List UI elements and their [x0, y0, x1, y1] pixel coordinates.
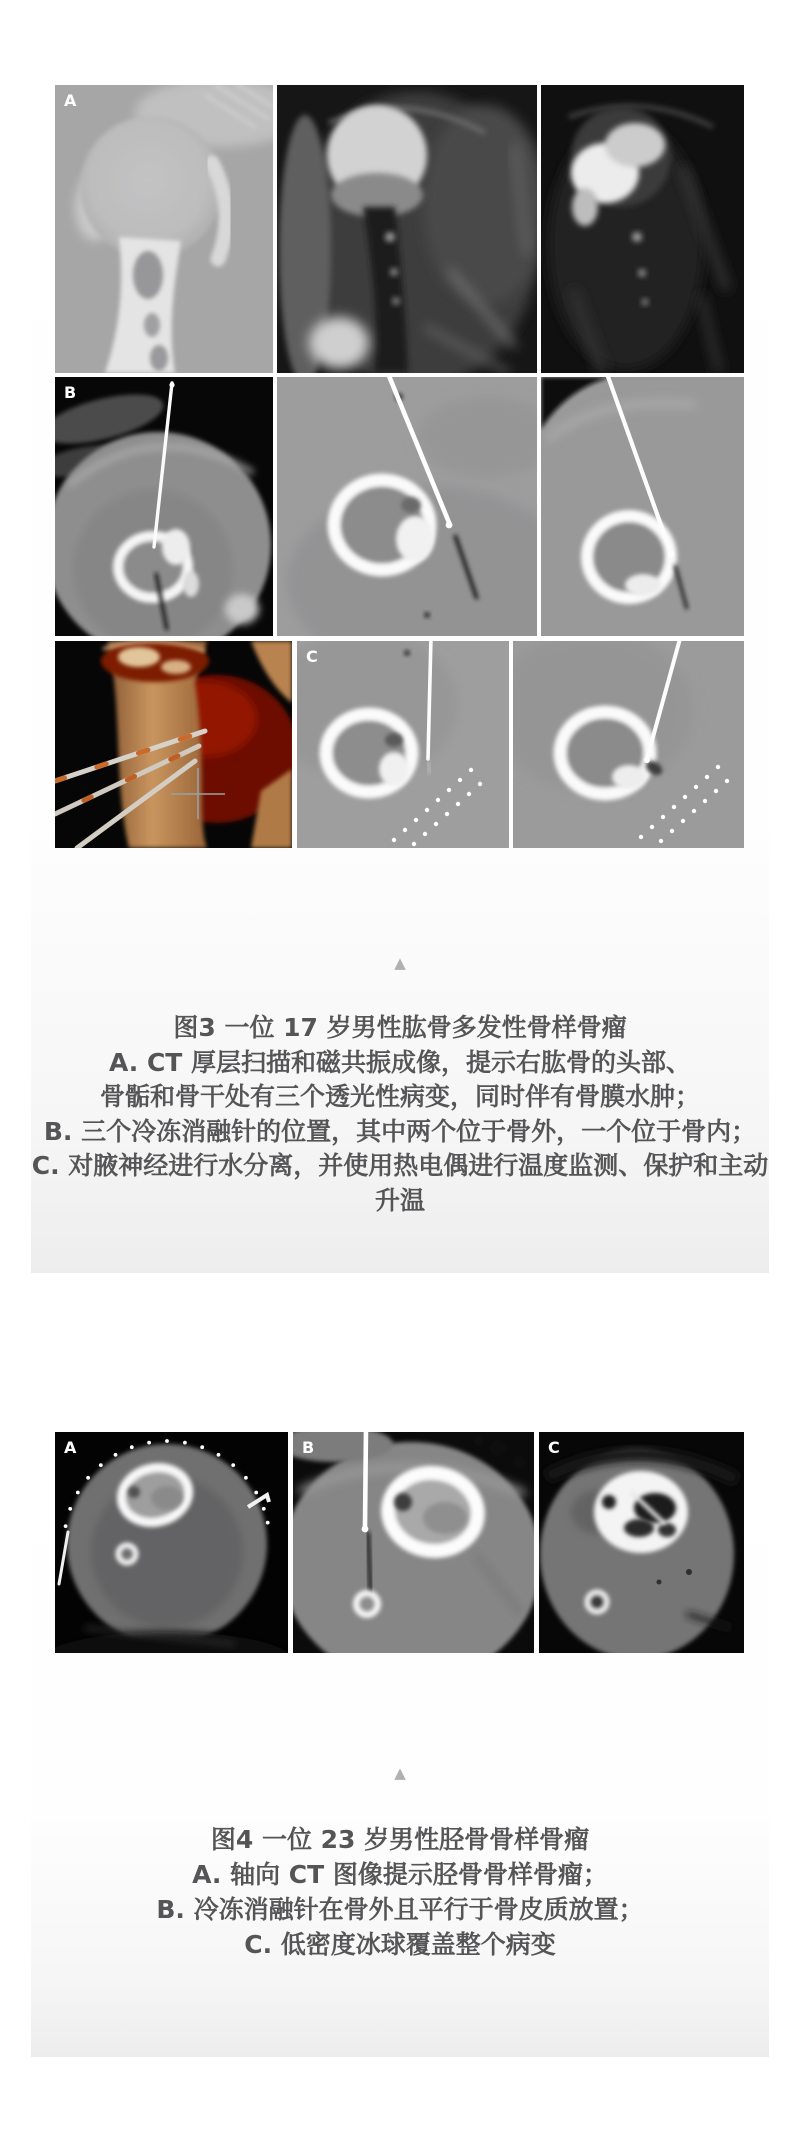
figure3-caption-line-a2: 骨骺和骨干处有三个透光性病变，同时伴有骨膜水肿； — [99, 1082, 700, 1111]
ct-axial-tibia-graphic — [55, 1432, 288, 1653]
figure3-caption-marker-triangle-icon: ▲ — [394, 954, 406, 972]
figure3-panel-a1-ct-coronal-image — [55, 85, 273, 373]
figure3-caption — [31, 1011, 769, 1218]
figure4-panel-b-ct-axial-image — [293, 1432, 534, 1653]
figure3-panel-c3-ct-axial-image — [513, 641, 744, 848]
figure3-caption-title: 图3 一位 17 岁男性肱骨多发性骨样骨瘤 — [173, 1013, 627, 1042]
figure4-panel-a-ct-axial-image — [55, 1432, 288, 1653]
ct-axial-needle-graphic — [277, 377, 537, 636]
figure3-caption-line-b: B. 三个冷冻消融针的位置，其中两个位于骨外，一个位于骨内； — [43, 1116, 757, 1146]
figure4-caption — [31, 1822, 769, 1962]
figure4-caption-line-b: B. 冷冻消融针在骨外且平行于骨皮质放置； — [156, 1895, 644, 1924]
ct-coronal-humerus-graphic — [55, 85, 273, 373]
ct-axial-ice-ball-graphic — [539, 1432, 744, 1653]
figure3-panel-c1-3d-render-image — [55, 641, 292, 848]
figure3-row-b-label: B — [64, 383, 77, 402]
mri-t1-shoulder-graphic — [277, 85, 537, 373]
figure3-caption-line-c: C. 对腋神经进行水分离，并使用热电偶进行温度监测、保护和主动升温 — [31, 1151, 769, 1215]
figure3-row-c-label: C — [306, 647, 318, 666]
figure4-panel-b-label: B — [302, 1438, 315, 1457]
figure4-caption-line-c: C. 低密度冰球覆盖整个病变 — [244, 1930, 556, 1959]
figure4-panel-c-ct-axial-image — [539, 1432, 744, 1653]
figure4-caption-line-a: A. 轴向 CT 图像提示胫骨骨样骨瘤； — [192, 1860, 608, 1889]
figure3-panel-b3-ct-axial-image — [541, 377, 744, 636]
figure3-row-a-label: A — [64, 91, 77, 110]
figure3-panel-b2-ct-axial-image — [277, 377, 537, 636]
figure3-panel-c2-ct-axial-image — [297, 641, 509, 848]
figure3-panel-b1-ct-axial-image — [55, 377, 273, 636]
figure4-caption-marker-triangle-icon: ▲ — [394, 1764, 406, 1782]
figure3-panel-a2-mri-t1-image — [277, 85, 537, 373]
mri-stir-shoulder-graphic — [541, 85, 744, 373]
figure3-panel-a3-mri-stir-image — [541, 85, 744, 373]
volume-render-needles-graphic — [55, 641, 292, 848]
ct-axial-needle-graphic — [55, 377, 273, 636]
figure4-panel-c-label: C — [548, 1438, 560, 1457]
figure4-panel-a-label: A — [64, 1438, 77, 1457]
figure3-caption-line-a: A. CT 厚层扫描和磁共振成像，提示右肱骨的头部、 — [108, 1047, 692, 1077]
ct-axial-needle-graphic — [541, 377, 744, 636]
ct-axial-tibia-needle-graphic — [293, 1432, 534, 1653]
figure4-caption-title: 图4 一位 23 岁男性胫骨骨样骨瘤 — [210, 1825, 590, 1854]
ct-axial-hydrodissection-graphic — [513, 641, 744, 848]
ct-axial-hydrodissection-graphic — [297, 641, 509, 848]
